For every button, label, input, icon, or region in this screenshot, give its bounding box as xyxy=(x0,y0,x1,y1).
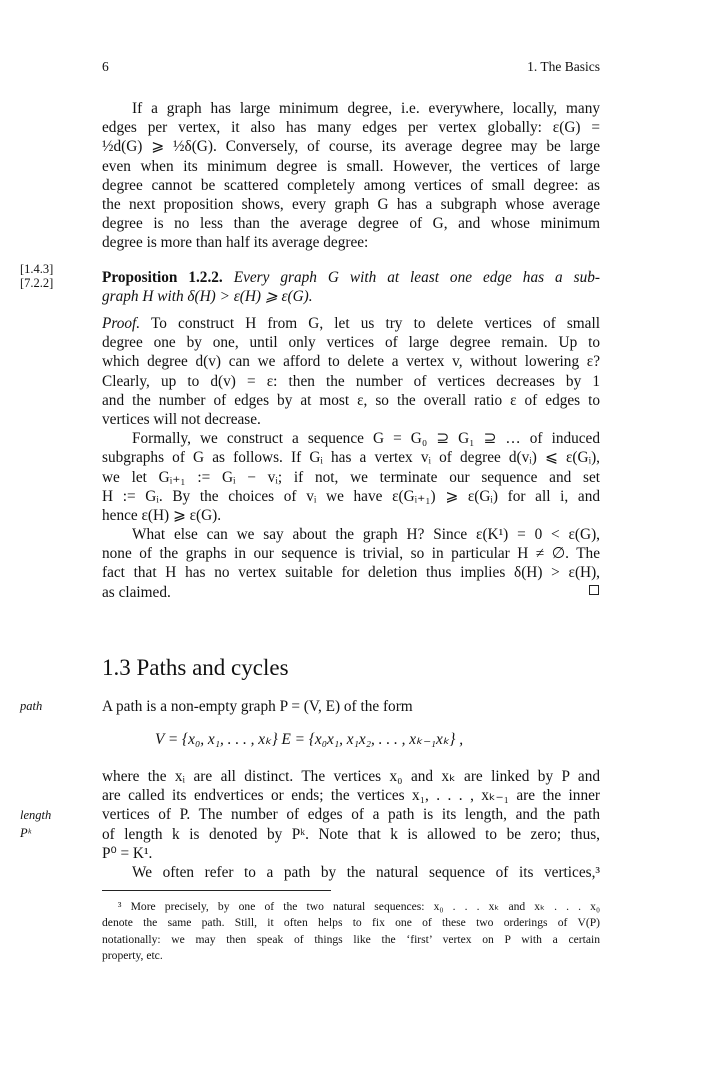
text-line: even when its minimum degree is small. However, the vertices of large xyxy=(102,157,600,175)
margin-ref: [1.4.3] xyxy=(20,262,54,276)
text-line: where the xᵢ are all distinct. The vertices x₀ and xₖ are linked by P and xyxy=(102,768,600,785)
text-line: degree is more than half its average degree: xyxy=(102,234,369,252)
text-line: A path is a non-empty graph P = (V, E) of the form xyxy=(102,698,413,715)
text-line: degree is no less than the average degree of G, and whose minimum xyxy=(102,215,600,233)
footnote-line: notationally: we may then speak of things like the ‘first’ vertex on P with a certain xyxy=(102,932,600,946)
running-head: 1. The Basics xyxy=(527,59,600,74)
margin-note-path: path xyxy=(20,699,43,713)
text-line: vertices of P. The number of edges of a path is its length, and the path xyxy=(102,806,600,824)
text-line: If a graph has large minimum degree, i.e. everywhere, locally, many xyxy=(132,100,600,117)
text-line: Clearly, up to d(v) = ε: then the number of vertices decreases by 1 xyxy=(102,372,600,390)
path-definition xyxy=(102,697,600,716)
footnote-rule xyxy=(102,890,331,891)
section-heading: 1.3 Paths and cycles xyxy=(102,655,289,680)
intro-paragraph xyxy=(102,99,600,253)
margin-references xyxy=(20,262,53,290)
proof xyxy=(102,314,600,602)
proposition-line-1 xyxy=(102,268,600,287)
text-line: P⁰ = K¹. xyxy=(102,844,153,862)
path-paragraph xyxy=(102,767,600,882)
footnote xyxy=(102,899,600,965)
text-line: none of the graphs in our sequence is trivial, so in particular H ≠ ∅. The xyxy=(102,545,600,563)
text-line: of length k is denoted by Pᵏ. Note that k is allowed to be zero; thus, xyxy=(102,825,600,843)
text-line: Formally, we construct a sequence G = G₀ ⊇ G₁ ⊇ … of induced xyxy=(132,430,600,448)
text-line: subgraphs of G as follows. If Gᵢ has a vertex vᵢ of degree d(vᵢ) ⩽ ε(Gᵢ), xyxy=(102,449,600,467)
text-line: fact that H has no vertex suitable for deletion thus implies δ(H) > ε(H), xyxy=(102,564,600,582)
text-line: What else can we say about the graph H? Since ε(K¹) = 0 < ε(G), xyxy=(132,526,600,544)
margin-note-length: length xyxy=(20,808,52,822)
text-line: and the number of edges by at most ε, so the overall ratio ε of edges to xyxy=(102,391,600,409)
footnote-line: denote the same path. Still, it often helps to fix one of these two orderings of V(P) xyxy=(102,916,600,930)
margin-note-pk: Pᵏ xyxy=(20,826,32,840)
display-equation: V = {x₀, x₁, . . . , xₖ} E = {x₀x₁, x₁x₂, . . . , xₖ₋₁xₖ} , xyxy=(155,731,464,748)
proposition-label: Proposition 1.2.2. xyxy=(102,269,223,286)
footnote-line: property, etc. xyxy=(102,949,163,963)
text-line: the next proposition shows, every graph G has a subgraph whose average xyxy=(102,195,600,213)
text-line: hence ε(H) ⩾ ε(G). xyxy=(102,506,222,524)
text-line: are called its endvertices or ends; the vertices x₁, . . . , xₖ₋₁ are the inner xyxy=(102,787,600,805)
page-number: 6 xyxy=(102,59,109,74)
text-line: edges per vertex, it also has many edges per vertex globally: ε(G) = xyxy=(102,119,600,137)
text-line: degree one by one, until only vertices of large degree remain. Up to xyxy=(102,334,600,352)
proposition-statement: Every graph G with at least one edge has a sub- xyxy=(233,269,600,286)
text-line: as claimed. xyxy=(102,583,171,601)
margin-ref: [7.2.2] xyxy=(20,276,54,290)
proposition xyxy=(102,268,600,306)
footnote-line: ³ More precisely, by one of the two natural sequences: x₀ . . . xₖ and xₖ . . . x₀ xyxy=(118,900,600,913)
text-line: we let Gᵢ₊₁ := Gᵢ − vᵢ; if not, we terminate our sequence and set xyxy=(102,468,600,486)
proof-line-1: Proof. To construct H from G, let us try to delete vertices of small xyxy=(102,315,600,332)
proof-label: Proof. xyxy=(102,315,141,332)
proposition-line-2: graph H with δ(H) > ε(H) ⩾ ε(G). xyxy=(102,288,313,306)
qed-symbol xyxy=(589,585,599,595)
text-line: ½d(G) ⩾ ½δ(G). Conversely, of course, its average degree may be large xyxy=(102,138,600,156)
text-line: H := Gᵢ. By the choices of vᵢ we have ε(Gᵢ₊₁) ⩾ ε(Gᵢ) for all i, and xyxy=(102,487,600,505)
text-line: We often refer to a path by the natural sequence of its vertices,³ xyxy=(132,863,600,881)
text-line: which degree d(v) can we afford to delete a vertex v, without lowering ε? xyxy=(102,353,600,371)
text-line: degree cannot be scattered completely among vertices of small degree: as xyxy=(102,176,600,194)
text-line: vertices will not decrease. xyxy=(102,410,261,428)
